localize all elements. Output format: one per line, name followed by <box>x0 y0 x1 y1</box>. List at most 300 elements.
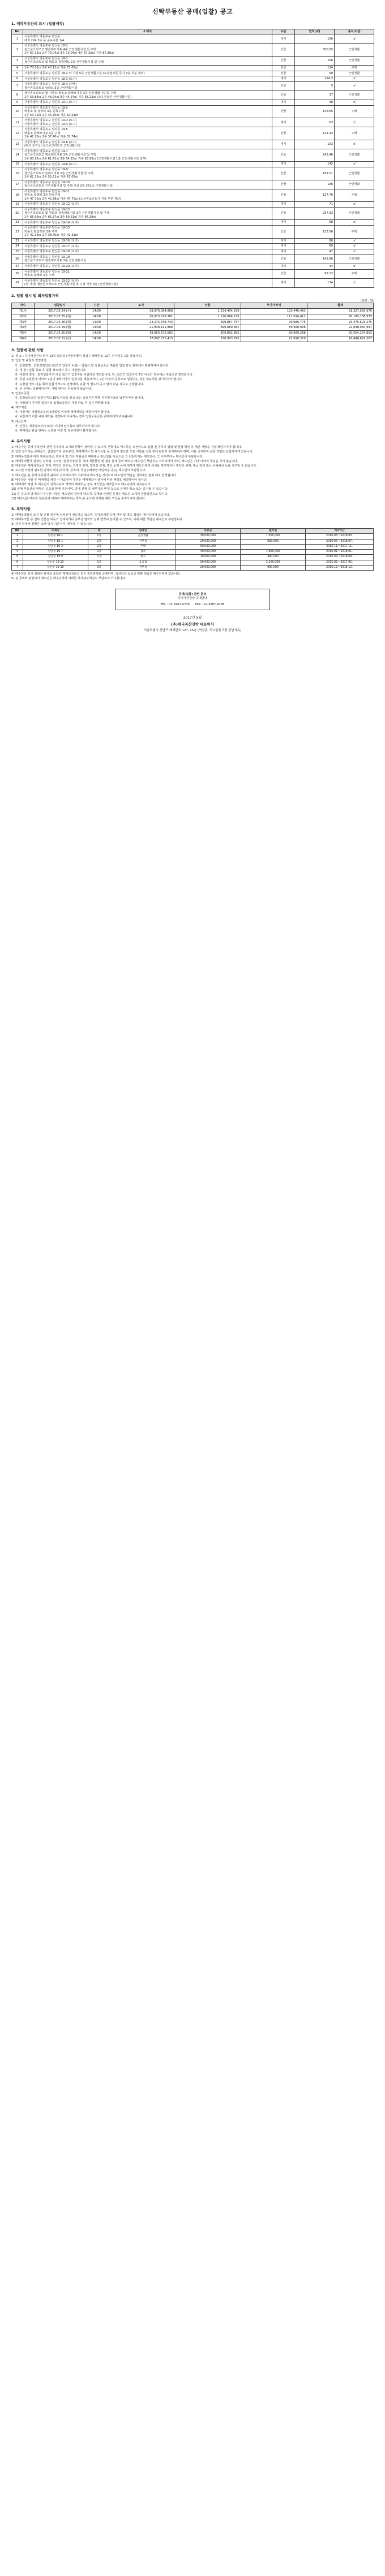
property-line: 서울특별시 영등포구 당산동 19-7 <box>24 149 68 153</box>
schedule-cell: 28,195,136,973 <box>307 314 373 320</box>
paragraph: 라. 동일 부동산에 대하여 1인이 2매 이상의 입찰서를 제출하거나, 2인 이상이 공동으로 입찰하는 경우 대표자를 명시하여야 합니다. <box>15 378 183 382</box>
property-no: 10 <box>12 105 23 118</box>
contact-box <box>115 589 270 610</box>
property-no: 11 <box>12 118 23 127</box>
header-cell: 건물 <box>174 303 241 309</box>
schedule-cell: 123,440,463 <box>241 309 307 314</box>
property-area: 98 <box>295 100 335 106</box>
property-use: 근린생활 <box>335 56 374 65</box>
property-row <box>12 180 374 189</box>
property-use: ㎡ <box>335 202 374 208</box>
header-cell: 시간 <box>85 303 108 309</box>
property-line: 1층 53.84㎡ 2층 48.94㎡ 3층 44.97㎡ 지층 58.22㎡ (소유권보존 근린생활시설) <box>24 95 132 99</box>
property-area: 224.3 <box>295 76 335 82</box>
tenant-cell: 당산동 18-1 <box>23 539 88 544</box>
property-line: 서울특별시 영등포구 당산동 19-9 <box>24 168 68 172</box>
paragraph: 2) 매매목적물 중 일부 건물은 미등기 상태이거나 공부상 면적과 실제 면적이 상이할 수 있으며, 이에 대한 책임은 매수인이 부담합니다. <box>11 518 183 522</box>
section5-heading: 5. 특약사항 <box>11 506 31 511</box>
tenant-cell: 당산동 18-1 <box>23 534 88 539</box>
property-no: 6 <box>12 76 23 82</box>
property-line: (위 지상) 철근콘크리트조 근린생활시설 및 주택 지상 3층 (근린생활시설) <box>24 283 118 287</box>
paragraph: 4) 계약체결 <box>11 405 27 409</box>
property-line: 1층 62.35㎡ 2층 55.61㎡ 지층 63.05㎡ <box>24 175 79 179</box>
property-kind: 건물 <box>272 82 295 91</box>
property-use: 주택 <box>335 226 374 239</box>
unit-note: (단위 : 원) <box>360 299 374 303</box>
paragraph: 1) 매수자는 공매 부동산에 관한 공부상의 표시와 현황이 상이할 수 있으며, 현황대로 매수하는 조건이므로 입찰 전 공부의 열람 및 현장 확인 등 제반 사항을 직접 확인하여야 합니다. <box>11 446 242 450</box>
property-line: 벽돌조 슬래브 2층 주택 <box>24 274 55 278</box>
schedule-cell: 14:00 <box>85 314 108 320</box>
property-description <box>23 140 272 149</box>
schedule-cell: 1,234,404,639 <box>174 309 241 314</box>
property-line: 철근콘크리트조 슬래브 5층 근린생활시설 <box>24 86 78 90</box>
property-no: 5 <box>12 71 23 76</box>
schedule-cell: 제1차 <box>12 309 35 314</box>
property-description <box>23 238 272 244</box>
property-no: 9 <box>12 100 23 106</box>
schedule-cell: 2017.05.25.(목) <box>35 314 85 320</box>
property-no: 28 <box>12 269 23 278</box>
property-description <box>23 65 272 71</box>
property-description <box>23 162 272 167</box>
paragraph: 2) 입찰 및 낙찰자 결정방법 <box>11 359 47 363</box>
header-cell: 계약기간 <box>306 529 374 534</box>
tenant-cell: 2 <box>12 539 23 544</box>
property-row <box>12 56 374 65</box>
property-no: 14 <box>12 149 23 162</box>
header-cell: 층 <box>88 529 110 534</box>
property-description <box>23 254 272 264</box>
schedule-table <box>11 303 374 342</box>
section3-heading: 3. 입찰에 관한 사항 <box>11 347 44 352</box>
property-use: ㎡ <box>335 278 374 287</box>
property-line: 1층 65.06㎡ 2층 66.37㎡ 3층 60.21㎡ 지층 66.29㎡ <box>24 215 96 219</box>
property-line: 벽돌조 및 슬라브 3층 단독주택 <box>24 110 65 114</box>
section5-tail <box>11 572 374 581</box>
property-area: 156 <box>295 56 335 65</box>
paragraph: 7) 매도인은 본 공매 부동산에 관하여 수탁자로서의 지위에서 매도하는 것이므로 매도인의 책임은 신탁재산 범위 내로 한정됩니다. <box>11 473 177 477</box>
property-kind: 대지 <box>272 278 295 287</box>
issuer-name: (주)하나자산신탁 대표이사 <box>171 622 214 627</box>
property-line: 벽돌조 슬래브지붕 3층 주택 <box>24 131 61 135</box>
property-description <box>23 180 272 189</box>
property-use: 주택 <box>335 189 374 202</box>
property-line: 서울특별시 영등포구 당산동 19-21 <box>24 270 70 274</box>
tenant-cell: 2015.11.~2017.11. <box>306 544 374 549</box>
property-no: 29 <box>12 278 23 287</box>
tenant-cell: 3층 <box>88 565 110 570</box>
property-no: 16 <box>12 167 23 180</box>
property-row <box>12 100 374 106</box>
header-cell: 면적(㎡) <box>295 29 335 34</box>
property-line: 서울특별시 영등포구 당산동 19-4 (토지) <box>24 122 77 126</box>
property-line: 서울특별시 영등포구 당산동 19-6 (토지) <box>24 140 77 144</box>
property-row <box>12 254 374 264</box>
property-kind: 대지 <box>272 34 295 44</box>
tenant-table-header <box>12 529 374 534</box>
paragraph: 1) 매매목적물의 토지 및 건물 일부에 임차인이 점유하고 있으며, 임대차계약 승계 여부 및 명도 책임은 매수인에게 있습니다. <box>11 513 170 517</box>
paragraph: 가. 입찰방법 : 일반경쟁입찰 (최고가 입찰자 낙찰) - 입찰서 및 입찰보증금 제출은 입찰 당일 현장에서 제출하여야 합니다. <box>15 364 169 368</box>
property-use: 근린생활 <box>335 167 374 180</box>
property-use: ㎡ <box>335 244 374 249</box>
schedule-cell: 제5차 <box>12 331 35 336</box>
paragraph: 다. 낙찰자 결정 : 최저입찰가격 이상 최고가 입찰자를 낙찰자로 결정합니다. 단, 최고가 입찰자가 2인 이상인 경우에는 추첨으로 결정합니다. <box>15 373 194 377</box>
tenant-cell: 1,800,000 <box>241 550 306 555</box>
property-kind: 건물 <box>272 269 295 278</box>
tenant-cell: 2015.05.~2017.05. <box>306 560 374 565</box>
property-table <box>11 29 374 288</box>
paragraph: 3) 하기 임대차 현황은 조사 당시 기준이며, 변동될 수 있습니다. <box>11 523 93 527</box>
schedule-cell: 89,988,098 <box>241 325 307 331</box>
contact-fax: FAX : 02-3287-4798 <box>195 602 225 606</box>
property-area: 134 <box>295 278 335 287</box>
property-line: 서울특별시 영등포구 당산동 19-1 (토지) <box>24 101 77 105</box>
property-description <box>23 269 272 278</box>
property-use: ㎡ <box>335 118 374 127</box>
property-line: (위의 토지상) 철근콘크리트조 근린생활시설 <box>24 144 81 148</box>
tenant-row <box>12 550 374 555</box>
tenant-cell: 10,000,000 <box>176 555 241 560</box>
tenant-cell: 1층 <box>88 560 110 565</box>
schedule-cell: 24,275,768,743 <box>108 320 174 325</box>
property-kind: 대지 <box>272 249 295 255</box>
property-row <box>12 127 374 140</box>
header-cell: 소재지 <box>23 29 272 34</box>
issuer-address: 서울특별시 강남구 테헤란로 127, 15층 (역삼동, 하나금융그룹 강남사옥) <box>143 629 242 633</box>
property-description <box>23 100 272 106</box>
contact-phone: TEL : 02-3287-4700 <box>160 602 190 606</box>
property-line: 서울특별시 영등포구 당산동 19-22 (토지) <box>24 279 79 283</box>
tenant-cell: 2016.09.~2018.09. <box>306 555 374 560</box>
schedule-table-header <box>12 303 374 309</box>
schedule-cell: 25,375,623,275 <box>307 320 373 325</box>
property-line: 서울특별시 영등포구 당산동 19-20 (토지) <box>24 265 79 268</box>
property-row <box>12 91 374 100</box>
header-cell: 합계 <box>307 303 373 309</box>
tenant-cell: 20,000,000 <box>176 565 241 570</box>
property-description <box>23 71 272 76</box>
tenant-cell: 2016.07.~2018.07. <box>306 539 374 544</box>
property-kind: 건물 <box>272 226 295 239</box>
property-row <box>12 202 374 208</box>
tenant-table <box>11 528 374 571</box>
tenant-cell: 1층 <box>88 550 110 555</box>
schedule-row <box>12 331 374 336</box>
schedule-cell: 14:00 <box>85 325 108 331</box>
schedule-cell: 111,096,417 <box>241 314 307 320</box>
tenant-cell: - <box>241 544 306 549</box>
tenant-row <box>12 534 374 539</box>
paragraph: 나. 매매대금 완납 전에는 소유권 이전 및 점유이전이 불가합니다. <box>15 429 98 433</box>
tenant-row <box>12 565 374 570</box>
property-use: ㎡ <box>335 162 374 167</box>
header-cell: No <box>12 529 23 534</box>
paragraph: 가. 입찰보증금은 입찰가격의 10% 이상을 현금 또는 금융기관 발행 자기앞수표로 납부하여야 합니다. <box>15 396 144 400</box>
tenant-cell: 당산동 19-9 <box>23 555 88 560</box>
paragraph: 가. 낙찰자는 낙찰일로부터 5영업일 이내에 매매계약을 체결하여야 합니다. <box>15 411 110 415</box>
property-line: 서울특별시 영등포구 당산동 18-3 (토지) <box>24 77 77 81</box>
schedule-cell: 1,110,964,175 <box>174 314 241 320</box>
property-area: 243.46 <box>295 149 335 162</box>
property-kind: 건물 <box>272 56 295 65</box>
schedule-cell: 728,903,595 <box>174 336 241 342</box>
schedule-row <box>12 325 374 331</box>
schedule-cell: 제6차 <box>12 336 35 342</box>
schedule-cell: 18,498,829,367 <box>307 336 373 342</box>
schedule-cell: 제2차 <box>12 314 35 320</box>
property-line: 벽돌조 슬래브 2층 단독주택 <box>24 193 61 197</box>
property-area: 142 <box>295 162 335 167</box>
property-no: 17 <box>12 180 23 189</box>
paragraph: 1) 장 소 : 하나자산신탁 본사 13층 회의실 (서울특별시 강남구 테헤란로 127, 하나금융그룹 강남사옥) <box>11 355 143 359</box>
property-row <box>12 76 374 82</box>
property-row <box>12 264 374 269</box>
property-area: 50 <box>295 71 335 76</box>
property-line: 서울특별시 영등포구 당산동 19-11 <box>24 189 70 193</box>
property-row <box>12 105 374 118</box>
property-description <box>23 127 272 140</box>
property-line: 서울특별시 영등포구 당산동 19-12 (토지) <box>24 202 79 206</box>
schedule-cell: 2017.05.26.(금) <box>35 320 85 325</box>
property-area: 63 <box>295 118 335 127</box>
property-no: 4 <box>12 65 23 71</box>
property-use: 주택 <box>335 105 374 118</box>
tenant-cell: 음식점 <box>110 560 176 565</box>
property-row <box>12 238 374 244</box>
tenant-row <box>12 544 374 549</box>
schedule-cell: 14:00 <box>85 309 108 314</box>
property-description <box>23 264 272 269</box>
property-kind: 건물 <box>272 180 295 189</box>
property-kind: 건물 <box>272 127 295 140</box>
property-no: 12 <box>12 127 23 140</box>
schedule-cell: 26,973,076,381 <box>108 314 174 320</box>
tenant-cell: 창고 <box>110 555 176 560</box>
tenant-cell: 주택 <box>110 544 176 549</box>
property-description <box>23 91 272 100</box>
property-line: 서울특별시 영등포구 당산동 19-10 <box>24 180 70 184</box>
property-use: 근린생활 <box>335 44 374 57</box>
schedule-cell: 99,986,775 <box>241 320 307 325</box>
tenant-cell: 20,000,000 <box>176 539 241 544</box>
schedule-cell: 20,554,254,853 <box>307 331 373 336</box>
property-area: 136 <box>295 180 335 189</box>
tenant-cell: 당산동 19-19 <box>23 565 88 570</box>
schedule-cell: 2017.05.30.(화) <box>35 331 85 336</box>
property-use: 근린생활 <box>335 180 374 189</box>
paragraph: 3) 매매목적물에 대한 제세공과금, 관리비 및 기타 부담금은 매매대금 완납일을 기준으로 그 전일까지는 매도인이, 그 이후부터는 매수인이 부담합니다. <box>11 455 203 459</box>
property-line: 1층 73.05㎡ 2층 43.12㎡ 지층 73.05㎡ <box>24 66 79 70</box>
schedule-cell: 2017.05.31.(수) <box>35 336 85 342</box>
header-cell: 차수 <box>12 303 35 309</box>
property-kind: 건물 <box>272 149 295 162</box>
notice-date: 2017년 5월 <box>183 616 202 620</box>
property-line: 철근콘크리트조 및 시멘트 벽돌조 슬래브지붕 3층 근린생활시설 및 주택 <box>24 92 116 96</box>
property-kind: 대지 <box>272 264 295 269</box>
property-no: 25 <box>12 249 23 255</box>
schedule-row <box>12 314 374 320</box>
tenant-cell: 6 <box>12 560 23 565</box>
property-area: 44 <box>295 264 335 269</box>
property-line: 철근콘크리트조 근린생활시설 및 주택 지상 3층 (제1종 근린생활시설) <box>24 184 114 188</box>
header-cell: 부가가치세 <box>241 303 307 309</box>
property-line: 1층 41.28㎡ 2층 37.40㎡ 지층 32.74㎡ <box>24 135 79 139</box>
property-row <box>12 162 374 167</box>
property-line: 철근콘크리트조 및 벽돌조 평슬래브 2층 근린생활시설 및 주택 <box>24 61 104 64</box>
header-cell: No <box>12 29 23 34</box>
property-area: 300.05 <box>295 44 335 57</box>
property-description <box>23 226 272 239</box>
schedule-cell: 2017.05.29.(월) <box>35 325 85 331</box>
property-kind: 건물 <box>272 44 295 57</box>
property-kind: 건물 <box>272 167 295 180</box>
property-line: 서울특별시 영등포구 당산동 19-15 <box>24 226 70 230</box>
property-no: 24 <box>12 244 23 249</box>
property-description <box>23 82 272 91</box>
property-area: 80 <box>295 238 335 244</box>
schedule-cell: 19,663,372,682 <box>108 331 174 336</box>
property-area: 103 <box>295 140 335 149</box>
signature-block <box>11 616 374 627</box>
property-kind: 건물 <box>272 189 295 202</box>
property-line: 서울특별시 영등포구 당산동 19-3 (토지) <box>24 119 77 123</box>
property-use: ㎡ <box>335 140 374 149</box>
property-description <box>23 220 272 226</box>
tenant-cell: 당산동 19-2 <box>23 544 88 549</box>
property-row <box>12 118 374 127</box>
property-line: 서울특별시 영등포구 당산동 18-1 <box>24 57 68 61</box>
property-row <box>12 189 374 202</box>
property-line: 철근콘크리조조 평슬래브지붕 4층 근린생활시설 및 주택 <box>24 48 96 51</box>
property-line: 철근콘크리트조 슬래브지붕 2층 근린생활시설 및 주택 <box>24 171 93 175</box>
property-area: 69 <box>295 244 335 249</box>
header-cell: 구분 <box>272 29 295 34</box>
schedule-cell: 14:00 <box>85 336 108 342</box>
schedule-cell: 21,848,191,868 <box>108 325 174 331</box>
property-table-header <box>12 29 374 34</box>
property-description <box>23 44 272 57</box>
property-kind: 건물 <box>272 91 295 100</box>
tenant-cell: 지층 <box>88 555 110 560</box>
property-description <box>23 244 272 249</box>
document-page <box>6 0 379 643</box>
property-area: 71 <box>295 202 335 208</box>
property-line: 서울특별시 영등포구 당산동 19-14 (토지) <box>24 221 79 225</box>
tenant-cell: 당산동 19-7 <box>23 550 88 555</box>
property-row <box>12 167 374 180</box>
paragraph: 12) 매수인은 매수한 부동산에 대하여 재매각하는 경우 본 공고에 기재된 제반 조건을 승계시켜야 합니다. <box>11 497 146 500</box>
property-kind: 건물 <box>272 65 295 71</box>
property-kind: 대지 <box>272 220 295 226</box>
property-description <box>23 34 272 44</box>
tenant-cell: 점포 <box>110 550 176 555</box>
schedule-cell: 제3차 <box>12 320 35 325</box>
property-kind: 건물 <box>272 207 295 220</box>
header-cell: 보증금 <box>176 529 241 534</box>
property-no: 18 <box>12 189 23 202</box>
property-kind: 건물 <box>272 71 295 76</box>
tenant-cell: 50,000,000 <box>176 560 241 565</box>
paragraph: 6) 소유권 이전에 필요한 일체의 비용(취득세, 등록세, 국민주택채권 매입비용 등)은 매수인이 부담합니다. <box>11 469 146 473</box>
paragraph: 9) 매매계약 체결 후 매수인의 귀책사유로 계약이 해제되는 경우 계약금은 위약금으로 매도인에게 귀속됩니다. <box>11 483 152 487</box>
schedule-row <box>12 320 374 325</box>
property-no: 15 <box>12 162 23 167</box>
paragraph: 가. 잔금은 계약일로부터 30일 이내에 일시불로 납부하여야 합니다. <box>15 424 101 428</box>
contact-label: 공매(입찰) 관련 문의 <box>178 593 207 597</box>
header-cell: 용도/지분 <box>335 29 374 34</box>
property-description <box>23 278 272 287</box>
header-cell: 토지 <box>108 303 174 309</box>
property-area: 145.66 <box>295 254 335 264</box>
property-line: 1층 63.95㎡ 2층 61.41㎡ 3층 54.15㎡ 지층 63.95㎡ (근린생활시설 1층 근린생활시설 일부) <box>24 157 147 161</box>
section3-body <box>11 355 374 433</box>
property-row <box>12 65 374 71</box>
paragraph: 나. 낙찰자가 기한 내에 계약을 체결하지 아니하는 경우 입찰보증금은 공매자에게 귀속됩니다. <box>15 415 134 419</box>
property-line: 서울특별시 영등포구 당산동 19-18 (토지) <box>24 250 79 254</box>
property-line: 서울특별시 영등포구 당산동 19-5 <box>24 128 68 132</box>
tenant-cell: 2016.12.~2018.12. <box>306 565 374 570</box>
property-line: 서울특별시 영등포구 당산동 19-13 <box>24 208 70 212</box>
property-description <box>23 118 272 127</box>
property-no: 7 <box>12 82 23 91</box>
paragraph: 3) 입찰보증금 <box>11 392 30 396</box>
tenant-cell: 4 <box>12 550 23 555</box>
property-kind: 대지 <box>272 118 295 127</box>
paragraph: 5) 매수인은 매매목적물의 하자, 면적의 과부족, 인허가 관계, 행정상 규제, 명도 문제 등에 대하여 매도인에게 이의를 제기하거나 계약의 해제, 대금 감액 또는 손해배상 등을 청구할 수 없습니다. <box>11 464 257 468</box>
tenant-cell: 7 <box>12 565 23 570</box>
page-title: 신탁부동산 공매(입찰) 공고 <box>152 8 233 15</box>
property-description <box>23 167 272 180</box>
property-use: ㎡ <box>335 76 374 82</box>
property-area: 5 <box>295 82 335 91</box>
property-area: 123.06 <box>295 226 335 239</box>
tenant-cell: 50,000,000 <box>176 544 241 549</box>
property-row <box>12 82 374 91</box>
property-use: 근린생활 <box>335 207 374 220</box>
header-cell: 월차임 <box>241 529 306 534</box>
property-area: 98.12 <box>295 269 335 278</box>
property-kind: 건물 <box>272 254 295 264</box>
property-line: 서울특별시 영등포구 당산동 18-2 외 지상 5층 근린생활시설 (소유권보존 등기 3층 부분 제외) <box>24 71 145 75</box>
tenant-cell: 900,000 <box>241 565 306 570</box>
property-use: ㎡ <box>335 249 374 255</box>
schedule-cell: 14:00 <box>85 320 108 325</box>
tenant-row <box>12 555 374 560</box>
property-line: 서울특별시 영등포구 당산동 18-1 <box>24 44 68 48</box>
property-area: 137.76 <box>295 189 335 202</box>
schedule-cell: 31,327,929,970 <box>307 309 373 314</box>
tenant-cell: 800,000 <box>241 539 306 544</box>
header-cell: 입찰일시 <box>35 303 85 309</box>
schedule-cell: 22,838,060,947 <box>307 325 373 331</box>
property-line: 대지 224.3㎡ 중 공유지분 1/4 <box>24 38 65 42</box>
property-use: 근린생활 <box>335 254 374 264</box>
paragraph: 5) 본 공매와 관련하여 매도인은 매수인에게 어떠한 하자담보책임도 부담하지 아니합니다. <box>11 577 126 581</box>
property-no: 8 <box>12 91 23 100</box>
tenant-row <box>12 560 374 565</box>
property-area: 111.42 <box>295 127 335 140</box>
property-area: 47 <box>295 249 335 255</box>
schedule-cell: 2017.05.24.(수) <box>35 309 85 314</box>
tenant-cell: 400,000 <box>241 555 306 560</box>
property-kind: 대지 <box>272 162 295 167</box>
tenant-cell: 사무실 <box>110 539 176 544</box>
property-kind: 대지 <box>272 100 295 106</box>
property-no: 13 <box>12 140 23 149</box>
tenant-cell: 2층 <box>88 539 110 544</box>
tenant-cell: 사무실 <box>110 565 176 570</box>
tenant-cell: 1 <box>12 534 23 539</box>
